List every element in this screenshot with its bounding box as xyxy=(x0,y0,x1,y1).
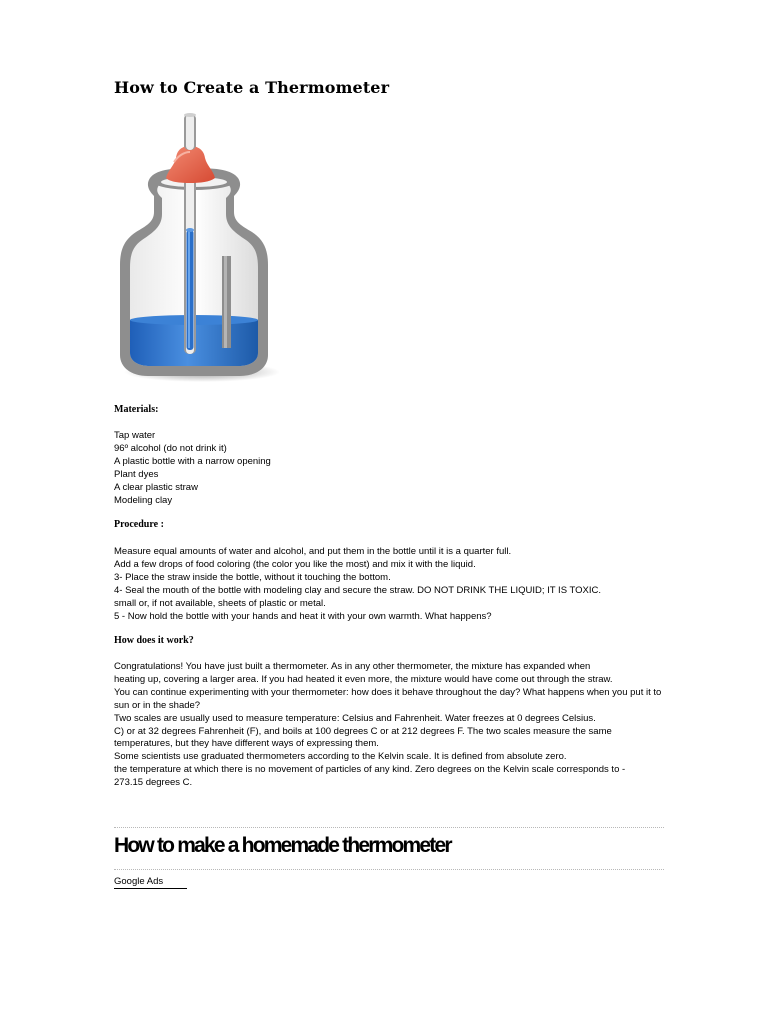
text-line: the temperature at which there is no movement of particles of any kind. Zero degrees on the Kelvin scale corresponds to - xyxy=(114,764,626,776)
list-item: Modeling clay xyxy=(114,494,173,506)
procedure-heading: Procedure : xyxy=(114,519,164,530)
materials-heading: Materials: xyxy=(114,404,159,415)
divider-bottom xyxy=(114,869,664,870)
text-line: Some scientists use graduated thermometers according to the Kelvin scale. It is defined from absolute zero. xyxy=(114,751,567,763)
list-item: small or, if not available, sheets of plastic or metal. xyxy=(114,597,326,609)
list-item: Measure equal amounts of water and alcohol, and put them in the bottle until it is a quarter full. xyxy=(114,546,512,557)
list-item: Tap water xyxy=(114,430,156,441)
list-item: A clear plastic straw xyxy=(114,481,198,493)
text-line: 273.15 degrees C. xyxy=(114,777,193,789)
text-line: Congratulations! You have just built a thermometer. As in any other thermometer, the mixture has expanded when xyxy=(114,661,591,672)
list-item: Plant dyes xyxy=(114,468,159,480)
text-line: C) or at 32 degrees Fahrenheit (F), and boils at 100 degrees C or at 212 degrees F. The two scales measure the same xyxy=(114,725,612,737)
text-line: heating up, covering a larger area. If you had heated it even more, the mixture would have come out through the straw. xyxy=(114,673,613,685)
list-item: 4- Seal the mouth of the bottle with modeling clay and secure the straw. DO NOT DRINK THE LIQUID; IT IS TOXIC. xyxy=(114,584,601,596)
list-item: Add a few drops of food coloring (the color you like the most) and mix it with the liquid. xyxy=(114,558,476,570)
bottle-thermometer-illustration xyxy=(114,110,279,385)
text-line: sun or in the shade? xyxy=(114,699,201,711)
google-ads-link[interactable]: Google Ads xyxy=(114,876,187,889)
text-line: You can continue experimenting with your thermometer: how does it behave throughout the day? What happens when you put it to xyxy=(114,686,662,698)
list-item: 96º alcohol (do not drink it) xyxy=(114,442,227,454)
section-heading: How to make a homemade thermometer xyxy=(114,834,451,857)
list-item: A plastic bottle with a narrow opening xyxy=(114,455,271,467)
list-item: 3- Place the straw inside the bottle, without it touching the bottom. xyxy=(114,571,391,583)
text-line: temperatures, but they have different ways of expressing them. xyxy=(114,738,379,750)
text-line: Two scales are usually used to measure temperature: Celsius and Fahrenheit. Water freezes at 0 degrees Celsius. xyxy=(114,712,596,724)
list-item: 5 - Now hold the bottle with your hands and heat it with your own warmth. What happens? xyxy=(114,610,492,622)
materials-list xyxy=(114,430,271,507)
divider-top xyxy=(114,827,664,828)
procedure-list xyxy=(114,546,601,623)
how-it-works-heading: How does it work? xyxy=(114,635,194,646)
page-title: How to Create a Thermometer xyxy=(114,78,390,97)
how-it-works-text xyxy=(114,661,661,790)
